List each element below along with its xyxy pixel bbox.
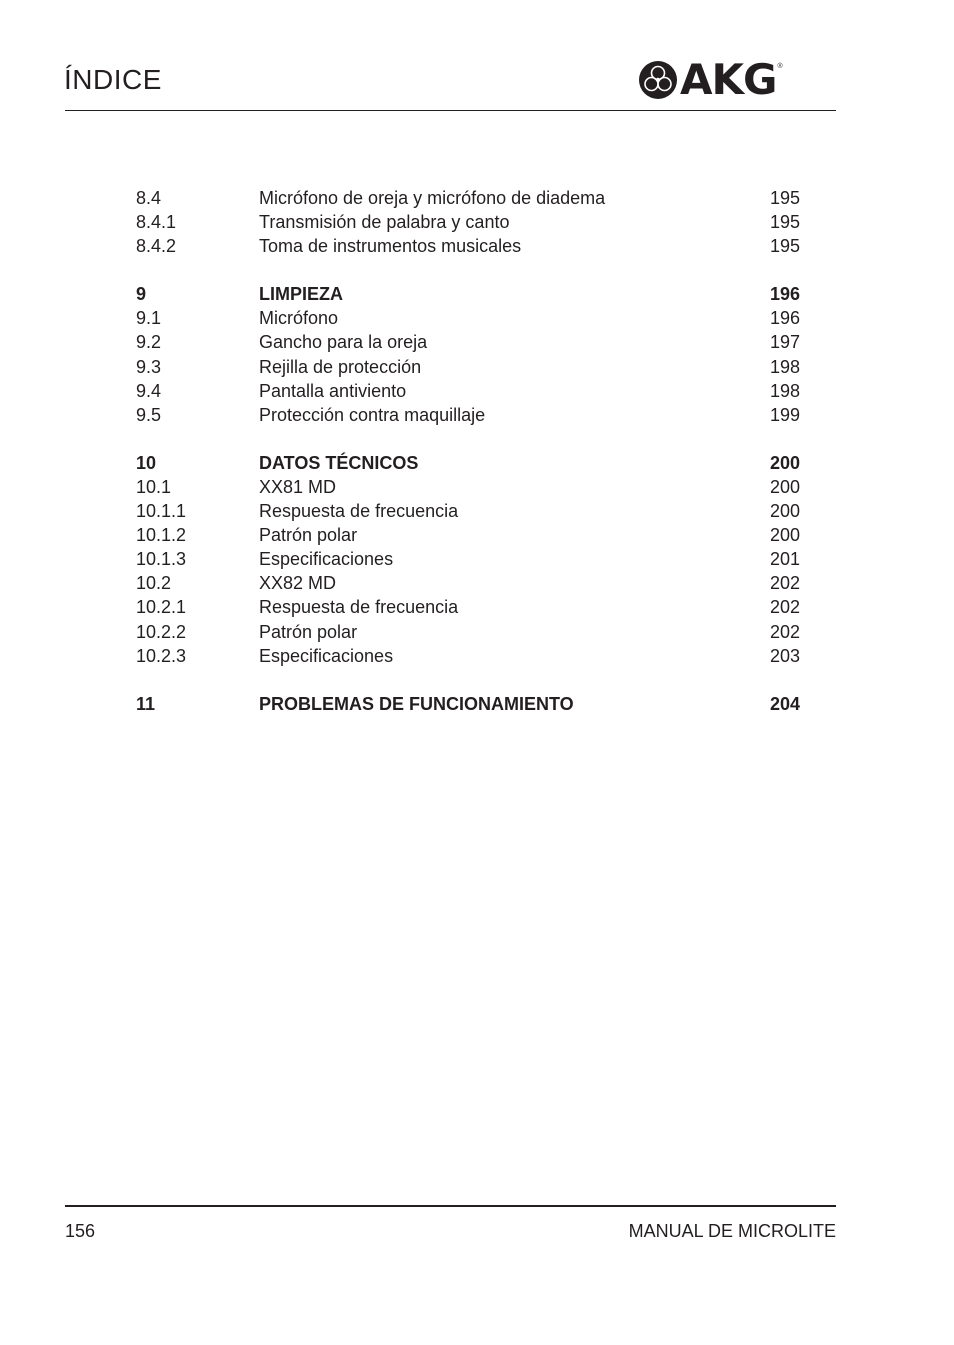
page-title: ÍNDICE	[64, 64, 162, 95]
toc-entry-title: XX82 MD	[259, 573, 337, 594]
toc-entry-title: Rejilla de protección	[259, 356, 422, 377]
toc-entry-title: DATOS TÉCNICOS	[259, 452, 419, 473]
akg-logo	[638, 55, 783, 104]
toc-section	[136, 186, 800, 258]
footer-page-number: 156	[65, 1221, 96, 1241]
toc-entry-title: Patrón polar	[259, 525, 358, 546]
toc-entry-page: 203	[769, 645, 800, 666]
toc-entry-title: Patrón polar	[259, 621, 358, 642]
toc-entry	[136, 403, 800, 427]
footer-manual-title: MANUAL DE MICROLITE	[628, 1221, 836, 1241]
toc-entry-number: 10.2.1	[136, 597, 187, 618]
toc-entry-page: 200	[769, 476, 800, 497]
footer-rule	[65, 1205, 836, 1207]
toc-entry-page: 196	[769, 308, 800, 329]
toc-entry-page: 200	[769, 525, 800, 546]
toc-entry-title: Respuesta de frecuencia	[259, 501, 459, 522]
toc-entry-page: 202	[769, 597, 800, 618]
toc-entry-page: 199	[769, 404, 800, 425]
toc-entry-page: 200	[769, 501, 800, 522]
toc-entry-page: 195	[769, 236, 800, 257]
toc-entry	[136, 306, 800, 330]
toc-entry-page: 202	[769, 621, 800, 642]
toc-entry-title: LIMPIEZA	[259, 284, 343, 305]
toc-entry-number: 10.1.3	[136, 549, 187, 570]
toc-entry	[136, 330, 800, 354]
toc-entry-title: Transmisión de palabra y canto	[259, 212, 510, 233]
akg-logo-mark-icon	[638, 60, 678, 100]
toc-entry-title: Gancho para la oreja	[259, 332, 428, 353]
toc-entry-number: 10	[136, 452, 157, 473]
toc-entry-title: PROBLEMAS DE FUNCIONAMIENTO	[259, 693, 574, 714]
toc-entry-title: Micrófono de oreja y micrófono de diadema	[259, 188, 606, 208]
akg-logo-text: AKG	[680, 55, 777, 104]
toc-entry-number: 11	[136, 693, 156, 714]
toc-entry	[136, 355, 800, 379]
toc-entry-title: Toma de instrumentos musicales	[259, 236, 522, 257]
toc-entry-title: Micrófono	[259, 308, 339, 329]
toc-entry-number: 10.2.2	[136, 621, 187, 642]
toc-section	[136, 692, 800, 716]
toc-entry-page: 197	[769, 332, 800, 353]
toc-entry-title: Especificaciones	[259, 645, 394, 666]
toc-entry-number: 10.1.1	[136, 501, 187, 522]
toc-entry-title: XX81 MD	[259, 476, 337, 497]
toc-entry-number: 8.4.1	[136, 212, 177, 233]
toc-entry-title: Pantalla antiviento	[259, 380, 407, 401]
toc-entry	[136, 523, 800, 547]
toc-entry	[136, 475, 800, 499]
toc-entry	[136, 547, 800, 571]
toc-entry-title: Respuesta de frecuencia	[259, 597, 459, 618]
toc-entry-number: 10.2.3	[136, 645, 187, 666]
toc-section	[136, 451, 800, 668]
toc-entry-number: 9	[136, 284, 147, 305]
toc-entry-number: 9.5	[136, 404, 162, 425]
toc-entry-title: Especificaciones	[259, 549, 394, 570]
toc-entry-page: 196	[769, 284, 800, 305]
toc-entry	[136, 379, 800, 403]
toc-entry-number: 8.4	[136, 188, 162, 208]
toc-entry-number: 10.1	[136, 476, 172, 497]
toc-entry	[136, 210, 800, 234]
toc-entry-page: 198	[769, 380, 800, 401]
toc-entry-page: 204	[769, 693, 800, 714]
toc-entry-number: 9.2	[136, 332, 162, 353]
toc-entry-number: 10.1.2	[136, 525, 187, 546]
toc-entry-page: 198	[769, 356, 800, 377]
toc-entry	[136, 451, 800, 475]
toc-entry-page: 200	[769, 452, 800, 473]
toc-entry-page: 202	[769, 573, 800, 594]
toc-entry	[136, 571, 800, 595]
toc-entry-number: 9.1	[136, 308, 162, 329]
toc-entry-number: 9.3	[136, 356, 162, 377]
registered-mark: ®	[777, 62, 783, 70]
toc-entry-page: 201	[769, 549, 800, 570]
toc-entry	[136, 620, 800, 644]
toc-entry-page: 195	[769, 212, 800, 233]
toc-entry-title: Protección contra maquillaje	[259, 404, 486, 425]
toc-entry	[136, 282, 800, 306]
toc-entry	[136, 186, 800, 210]
toc-entry	[136, 595, 800, 619]
toc-entry	[136, 644, 800, 668]
toc-entry	[136, 692, 800, 716]
header-rule	[65, 110, 836, 111]
toc-entry-number: 9.4	[136, 380, 162, 401]
toc-entry	[136, 234, 800, 258]
toc-entry-page: 195	[769, 188, 800, 208]
toc-entry-number: 8.4.2	[136, 236, 177, 257]
table-of-contents	[136, 186, 800, 740]
toc-section	[136, 282, 800, 427]
toc-entry	[136, 499, 800, 523]
toc-entry-number: 10.2	[136, 573, 172, 594]
